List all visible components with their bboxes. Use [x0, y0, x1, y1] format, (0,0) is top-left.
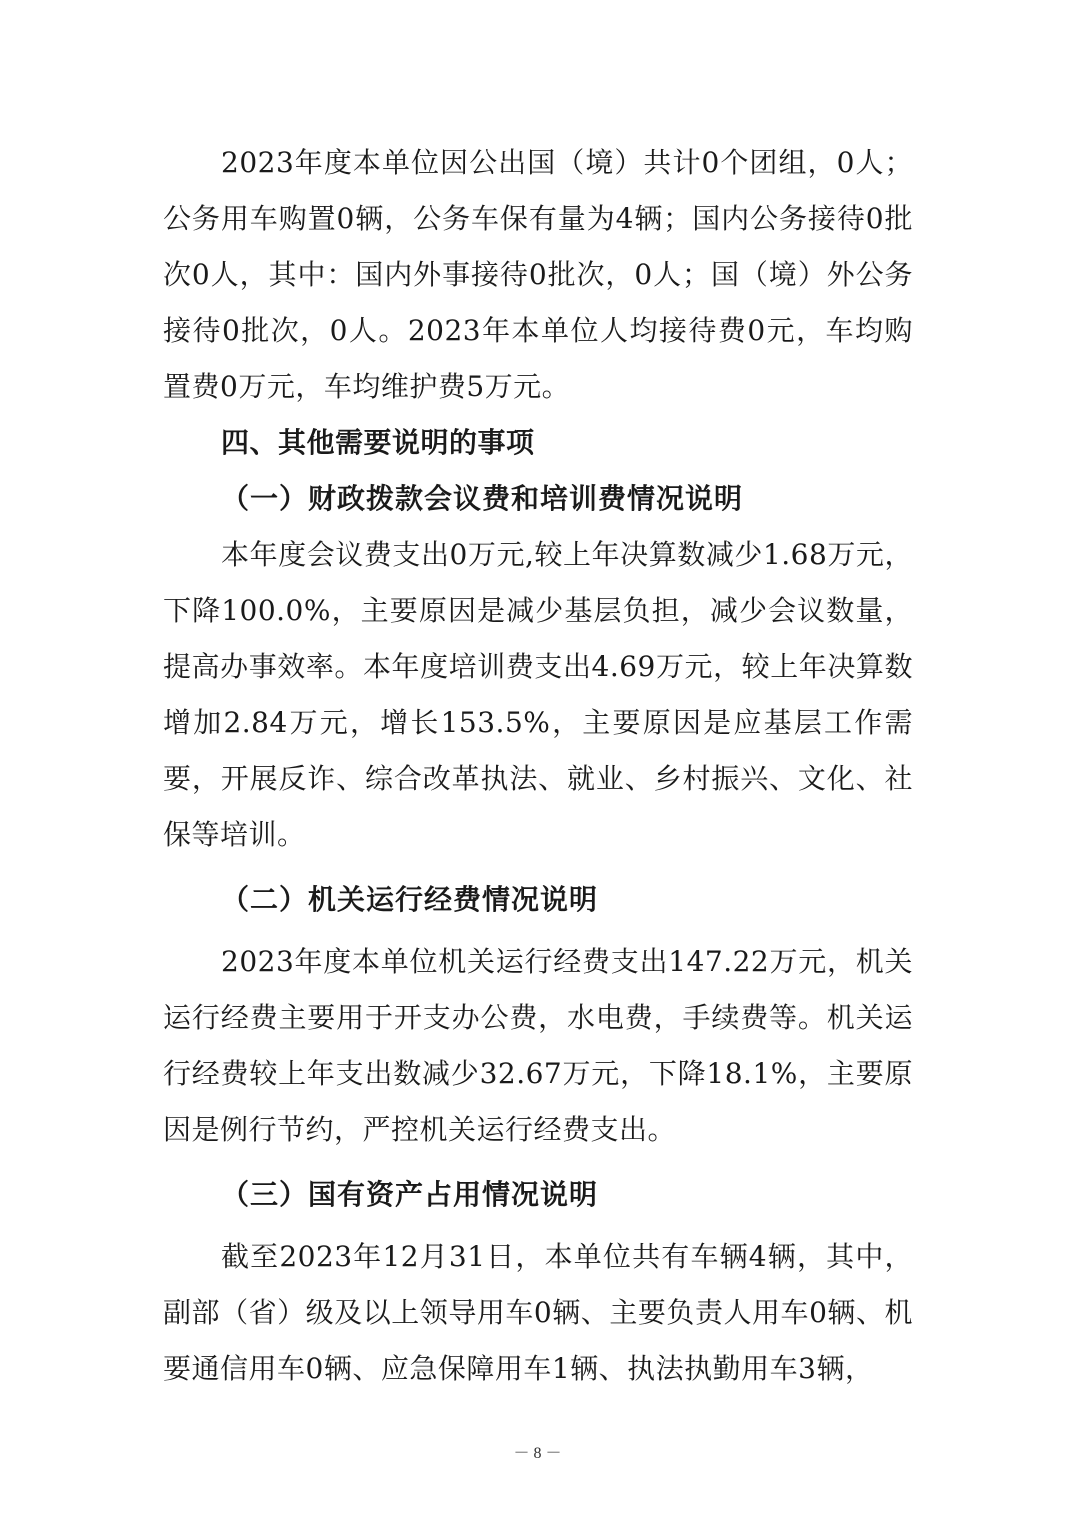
document-body: [163, 135, 913, 1397]
subheading-state-assets: （三）国有资产占用情况说明: [221, 1178, 599, 1211]
paragraph-overseas-travel-and-vehicles: 2023年度本单位因公出国（境）共计0个团组，0人；公务用车购置0辆，公务车保有量为4辆；国内公务接待0批次0人，其中：国内外事接待0批次，0人；国（境）外公务接待0批次，0人。2023年本单位人均接待费0元，车均购置费0万元，车均维护费5万元。: [163, 146, 913, 403]
subheading-meeting-and-training-fees: （一）财政拨款会议费和培训费情况说明: [221, 482, 744, 515]
paragraph-meeting-and-training-fees: 本年度会议费支出0万元,较上年决算数减少1.68万元，下降100.0%，主要原因是减少基层负担，减少会议数量，提高办事效率。本年度培训费支出4.69万元，较上年决算数增加2.84万元，增长153.5%，主要原因是应基层工作需要，开展反诈、综合改革执法、就业、乡村振兴、文化、社保等培训。: [163, 538, 913, 851]
paragraph-operating-expenses: 2023年度本单位机关运行经费支出147.22万元，机关运行经费主要用于开支办公费，水电费，手续费等。机关运行经费较上年支出数减少32.67万元，下降18.1%，主要原因是例行节约，严控机关运行经费支出。: [163, 945, 913, 1146]
subheading-operating-expenses: （二）机关运行经费情况说明: [221, 883, 599, 916]
paragraph-state-assets: 截至2023年12月31日，本单位共有车辆4辆，其中，副部（省）级及以上领导用车0辆、主要负责人用车0辆、机要通信用车0辆、应急保障用车1辆、执法执勤用车3辆，: [163, 1240, 913, 1385]
section-heading-other-matters: 四、其他需要说明的事项: [221, 426, 535, 459]
page-number: － 8 －: [513, 1445, 562, 1462]
